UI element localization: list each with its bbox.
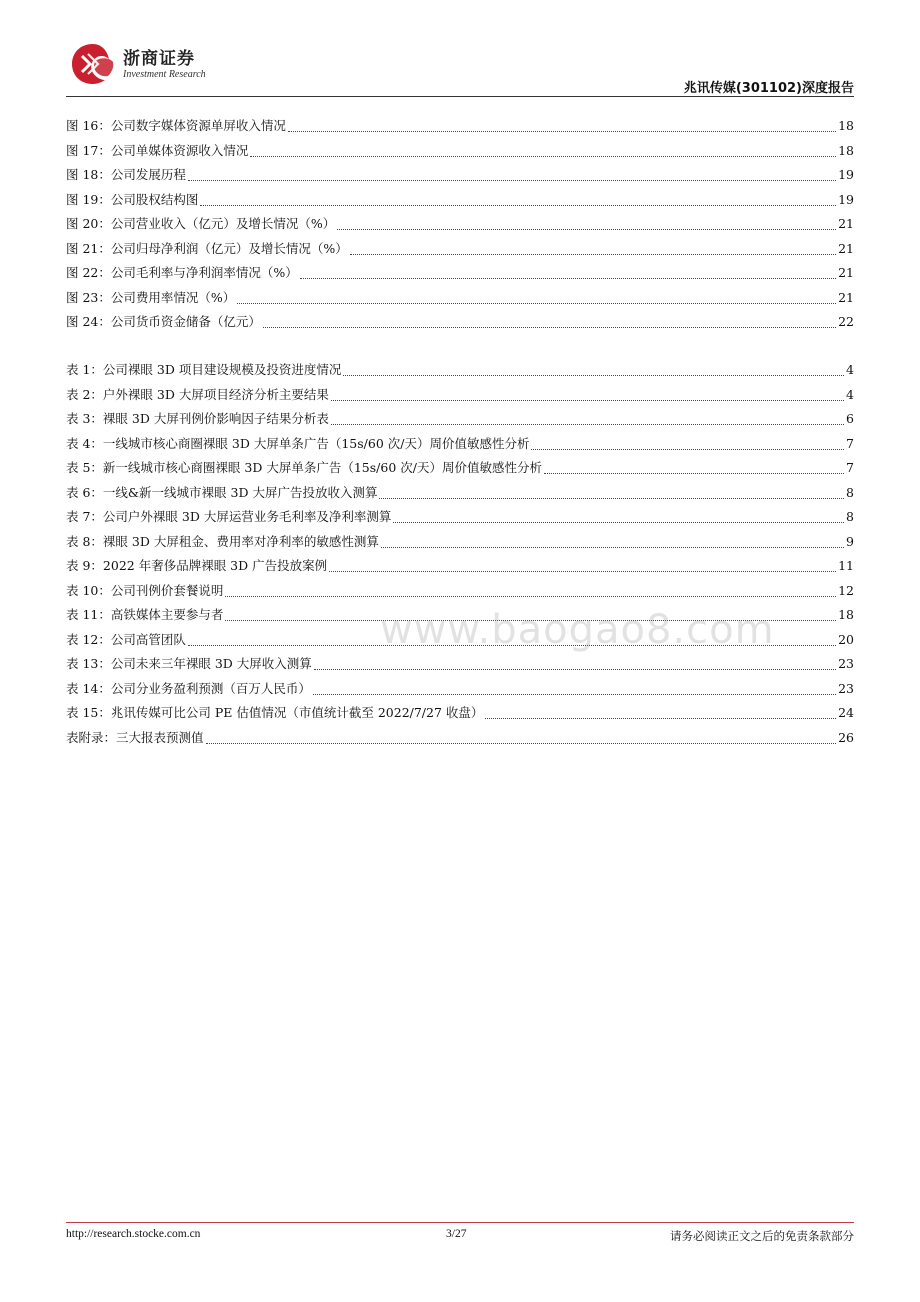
report-title: 兆讯传媒(301102)深度报告 <box>683 81 854 96</box>
toc-entry-page: 9 <box>846 533 854 549</box>
toc-table-entry[interactable] <box>66 358 854 383</box>
toc-entry-page: 4 <box>846 362 854 377</box>
toc-figure-entry[interactable] <box>66 237 854 262</box>
toc-leader-dots <box>393 521 844 523</box>
toc-figure-entry[interactable] <box>66 286 854 311</box>
toc-entry-label: 表 4：一线城市核心商圈裸眼 3D 大屏单条广告（15s/60 次/天）周价值敏感性分析 <box>66 435 530 451</box>
toc-entry-page: 8 <box>846 484 854 500</box>
toc-entry-label: 表 8：裸眼 3D 大屏租金、费用率对净利率的敏感性测算 <box>66 533 379 549</box>
toc-leader-dots <box>337 228 836 230</box>
toc-entry-page: 23 <box>838 656 854 671</box>
toc-leader-dots <box>331 423 844 425</box>
toc-entry-page: 19 <box>838 191 854 207</box>
toc-table-entry[interactable] <box>66 481 854 506</box>
toc-entry-page: 20 <box>838 631 854 647</box>
toc-leader-dots <box>188 179 836 181</box>
toc-entry-label: 图 18：公司发展历程 <box>66 167 186 182</box>
toc-table-entry[interactable] <box>66 383 854 408</box>
logo-english-name: Investment Research <box>123 69 206 80</box>
logo-chinese-name: 浙商证券 <box>123 49 195 69</box>
toc-entry-label: 表 15：兆讯传媒可比公司 PE 估值情况（市值统计截至 2022/7/27 收盘） <box>66 705 484 720</box>
toc-entry-label: 表 12：公司高管团队 <box>66 631 186 647</box>
toc-leader-dots <box>237 302 836 304</box>
toc-entry-page: 4 <box>846 386 854 402</box>
toc-entry-page: 21 <box>838 289 854 305</box>
toc-table-entry[interactable] <box>66 652 854 677</box>
toc-figure-entry[interactable] <box>66 261 854 286</box>
toc-leader-dots <box>381 546 844 548</box>
toc-table-entry[interactable] <box>66 505 854 530</box>
toc-entry-label: 表附录：三大报表预测值 <box>66 729 204 745</box>
toc-entry-page: 11 <box>838 558 854 573</box>
toc-entry-page: 19 <box>838 167 854 182</box>
footer-disclaimer: 请务必阅读正文之后的免责条款部分 <box>670 1229 854 1243</box>
toc-entry-label: 表 7：公司户外裸眼 3D 大屏运营业务毛利率及净利率测算 <box>66 509 392 524</box>
toc-entry-page: 21 <box>838 240 854 256</box>
toc-table-entry[interactable] <box>66 701 854 726</box>
toc-table-entry[interactable] <box>66 554 854 579</box>
toc-table-entry[interactable] <box>66 726 854 751</box>
toc-table-entry[interactable] <box>66 432 854 457</box>
toc-entry-label: 图 16：公司数字媒体资源单屏收入情况 <box>66 118 286 133</box>
toc-entry-page: 23 <box>838 680 854 696</box>
figure-list <box>66 114 854 335</box>
toc-entry-page: 12 <box>838 582 854 598</box>
toc-entry-label: 图 20：公司营业收入（亿元）及增长情况（%） <box>66 216 336 231</box>
toc-entry-page: 8 <box>846 509 854 524</box>
toc-entry-label: 表 13：公司未来三年裸眼 3D 大屏收入测算 <box>66 656 312 671</box>
toc-entry-label: 表 5：新一线城市核心商圈裸眼 3D 大屏单条广告（15s/60 次/天）周价值敏感性分析 <box>66 460 542 475</box>
toc-leader-dots <box>350 253 836 255</box>
toc-entry-page: 26 <box>838 729 854 745</box>
toc-entry-label: 表 14：公司分业务盈利预测（百万人民币） <box>66 680 311 696</box>
toc-leader-dots <box>485 717 836 719</box>
toc-leader-dots <box>379 497 844 499</box>
toc-figure-entry[interactable] <box>66 163 854 188</box>
toc-entry-page: 7 <box>846 435 854 451</box>
page-number: 3/27 <box>446 1228 467 1240</box>
toc-entry-page: 18 <box>838 118 854 133</box>
toc-entry-label: 图 24：公司货币资金储备（亿元） <box>66 314 261 329</box>
toc-entry-label: 表 2：户外裸眼 3D 大屏项目经济分析主要结果 <box>66 386 329 402</box>
toc-entry-label: 图 22：公司毛利率与净利润率情况（%） <box>66 265 298 280</box>
toc-figure-entry[interactable] <box>66 310 854 335</box>
toc-table-entry[interactable] <box>66 579 854 604</box>
logo-mark-icon <box>70 42 116 86</box>
toc-entry-page: 18 <box>838 607 854 622</box>
toc-figure-entry[interactable] <box>66 188 854 213</box>
toc-leader-dots <box>206 742 837 744</box>
toc-leader-dots <box>331 399 844 401</box>
toc-entry-label: 表 10：公司刊例价套餐说明 <box>66 582 224 598</box>
toc-leader-dots <box>200 204 836 206</box>
footer-divider <box>66 1222 854 1223</box>
page-header <box>0 0 920 100</box>
toc-leader-dots <box>531 448 844 450</box>
toc-entry-page: 7 <box>846 460 854 475</box>
watermark: www.baogao8.com <box>380 607 775 653</box>
toc-table-entry[interactable] <box>66 677 854 702</box>
toc-entry-page: 21 <box>838 265 854 280</box>
toc-leader-dots <box>288 130 836 132</box>
toc-entry-label: 图 23：公司费用率情况（%） <box>66 289 236 305</box>
toc-leader-dots <box>314 668 836 670</box>
toc-entry-page: 6 <box>846 411 854 426</box>
toc-table-entry[interactable] <box>66 456 854 481</box>
toc-table-entry[interactable] <box>66 407 854 432</box>
toc-entry-label: 表 11：高铁媒体主要参与者 <box>66 607 224 622</box>
toc-entry-label: 表 6：一线&新一线城市裸眼 3D 大屏广告投放收入测算 <box>66 484 378 500</box>
toc-entry-page: 22 <box>838 314 854 329</box>
toc-figure-entry[interactable] <box>66 212 854 237</box>
toc-entry-page: 18 <box>838 142 854 158</box>
toc-entry-label: 图 17：公司单媒体资源收入情况 <box>66 142 249 158</box>
toc-entry-page: 21 <box>838 216 854 231</box>
footer-url-link[interactable]: http://research.stocke.com.cn <box>66 1228 201 1240</box>
toc-figure-entry[interactable] <box>66 139 854 164</box>
table-list <box>66 358 854 750</box>
toc-entry-label: 表 3：裸眼 3D 大屏刊例价影响因子结果分析表 <box>66 411 329 426</box>
toc-leader-dots <box>329 570 836 572</box>
company-logo <box>70 40 230 90</box>
toc-entry-label: 图 19：公司股权结构图 <box>66 191 199 207</box>
toc-entry-page: 24 <box>838 705 854 720</box>
toc-entry-label: 表 9：2022 年奢侈品牌裸眼 3D 广告投放案例 <box>66 558 328 573</box>
toc-entry-label: 表 1：公司裸眼 3D 项目建设规模及投资进度情况 <box>66 362 342 377</box>
toc-leader-dots <box>250 155 836 157</box>
toc-leader-dots <box>263 326 836 328</box>
toc-leader-dots <box>343 374 844 376</box>
toc-leader-dots <box>225 595 836 597</box>
header-divider <box>66 96 854 97</box>
toc-figure-entry[interactable] <box>66 114 854 139</box>
toc-table-entry[interactable] <box>66 530 854 555</box>
toc-entry-label: 图 21：公司归母净利润（亿元）及增长情况（%） <box>66 240 348 256</box>
toc-leader-dots <box>313 693 836 695</box>
toc-leader-dots <box>544 472 844 474</box>
toc-leader-dots <box>300 277 836 279</box>
page-footer <box>66 1228 854 1248</box>
